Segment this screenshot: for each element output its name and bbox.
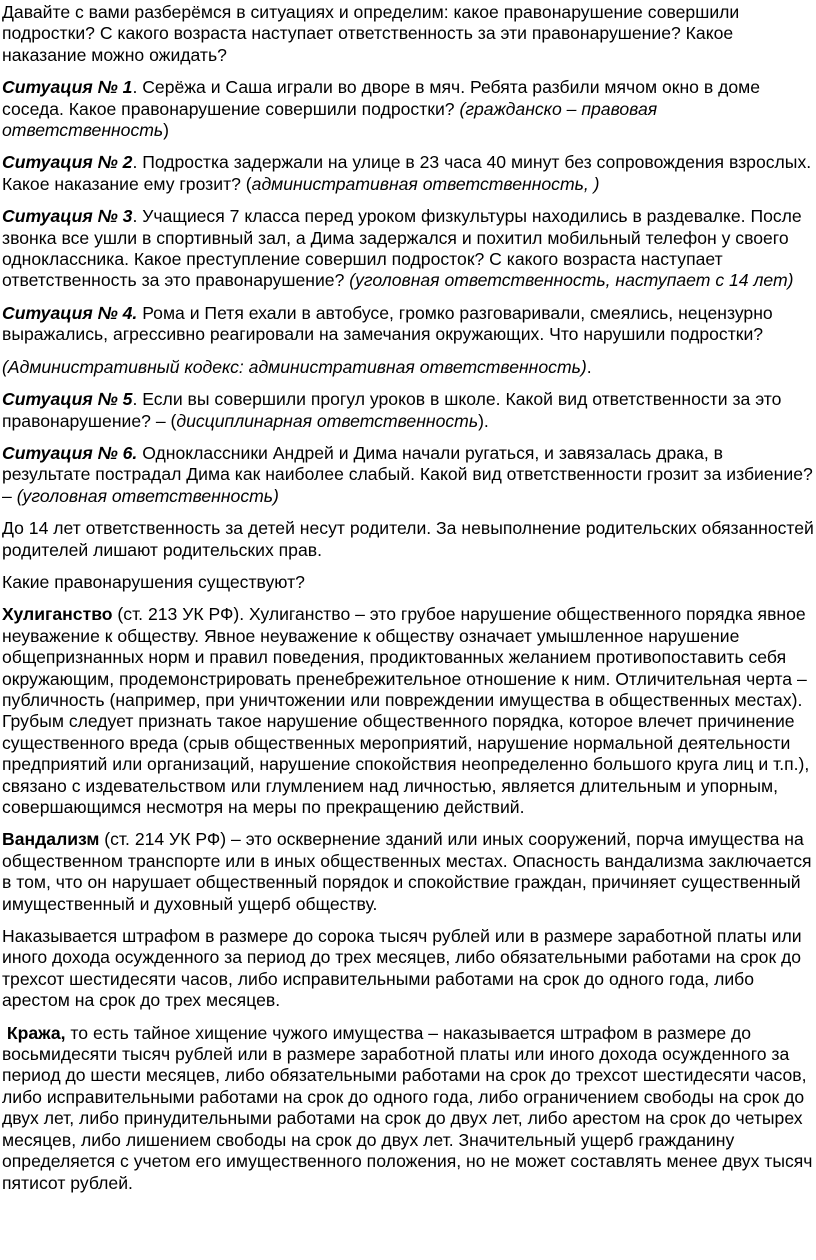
hooliganism-paragraph bbox=[2, 604, 814, 818]
situation-1-label: Ситуация № 1 bbox=[2, 77, 133, 98]
situation-2-label: Ситуация № 2 bbox=[2, 152, 133, 173]
offense-types-text: Какие правонарушения существуют? bbox=[2, 571, 305, 592]
situation-2-answer: административная ответственность, ) bbox=[251, 173, 600, 194]
situation-2 bbox=[2, 152, 814, 195]
situation-1 bbox=[2, 77, 814, 141]
theft-paragraph bbox=[2, 1023, 814, 1194]
theft-text: то есть тайное хищение чужого имущества – наказывается штрафом в размере до восьмидесяти тысяч рублей или в размере заработной платы или иного дохода осужденного за период до шести месяцев, либо обязательными работами на срок до трехсот шестидесяти часов, либо исправительными работами на срок до одного года, либо ограничением свободы на срок до двух лет, либо принудительными работами на срок до двух лет, либо арестом на срок до четырех месяцев, либо лишением свободы на срок до двух лет. Значительный ущерб гражданину определяется с учетом его имущественного положения, но не может составлять менее двух тысяч пятисот рублей. bbox=[2, 1022, 813, 1193]
situation-5-text: . Если вы совершили прогул уроков в школе. Какой вид ответственности за это правонарушение? – ( bbox=[2, 389, 782, 431]
offense-types-heading bbox=[2, 572, 814, 593]
situation-1-close: ) bbox=[163, 120, 170, 141]
situation-5-close: ). bbox=[478, 410, 489, 431]
situation-5-label: Ситуация № 5 bbox=[2, 389, 133, 410]
situation-3-answer: (уголовная ответственность, наступает с 14 лет) bbox=[349, 270, 794, 291]
situation-4-text: Рома и Петя ехали в автобусе, громко разговаривали, смеялись, нецензурно выражались, агрессивно реагировали на замечания окружающих. Что нарушили подростки? bbox=[2, 302, 773, 345]
intro-text: Давайте с вами разберёмся в ситуациях и определим: какое правонарушение совершили подростки? С какого возраста наступает ответственность за эти правонарушение? Какое наказание можно ожидать? bbox=[2, 2, 740, 65]
situation-3-label: Ситуация № 3 bbox=[2, 206, 133, 227]
situation-4-answer: (Административный кодекс: административная ответственность) bbox=[2, 356, 587, 377]
situation-3-text: . Учащиеся 7 класса перед уроком физкультуры находились в раздевалке. После звонка все ушли в спортивный зал, а Дима задержался и похитил мобильный телефон у своего одноклассника. Какое преступление совершил подросток? С какого возраста наступает ответственность за это правонарушение? bbox=[2, 206, 802, 291]
situation-4-end: . bbox=[586, 356, 592, 377]
penalty-text: Наказывается штрафом в размере до сорока тысяч рублей или в размере заработной платы или иного дохода осужденного за период до трех месяцев, либо обязательными работами на срок до трехсот шестидесяти часов, либо исправительными работами на срок до одного года, либо арестом на срок до трех месяцев. bbox=[2, 926, 802, 1011]
intro-paragraph bbox=[2, 2, 814, 66]
vandalism-text: (ст. 214 УК РФ) – это осквернение зданий или иных сооружений, порча имущества на общественном транспорте или в иных общественных местах. Опасность вандализма заключается в том, что он нарушает общественный порядок и спокойствие граждан, причиняет существенный имущественный и духовный ущерб обществу. bbox=[2, 829, 812, 914]
vandalism-paragraph bbox=[2, 829, 814, 915]
situation-1-text: . Серёжа и Саша играли во дворе в мяч. Ребята разбили мячом окно в доме соседа. Какое правонарушение совершили подростки? bbox=[2, 77, 761, 119]
parents-text: До 14 лет ответственность за детей несут родители. За невыполнение родительских обязанностей родителей лишают родительских прав. bbox=[2, 518, 814, 560]
situation-4-label: Ситуация № 4. bbox=[2, 302, 138, 323]
theft-term: Кража, bbox=[6, 1022, 66, 1043]
situation-3 bbox=[2, 206, 814, 292]
situation-6-text: Одноклассники Андрей и Дима начали ругаться, и завязалась драка, в результате пострадал Дима как наиболее слабый. Какой вид ответственности грозит за избиение? – bbox=[2, 442, 813, 506]
situation-2-text: . Подростка задержали на улице в 23 часа 40 минут без сопровождения взрослых. Какое наказание ему грозит? ( bbox=[2, 152, 812, 194]
situation-5 bbox=[2, 389, 814, 432]
situation-1-answer: (гражданско – правовая ответственность bbox=[2, 98, 658, 141]
hooliganism-text: (ст. 213 УК РФ). Хулиганство – это грубое нарушение общественного порядка явное неуважение к обществу. Явное неуважение к обществу означает умышленное нарушение общепризнанных норм и правил поведения, продиктованных желанием противопоставить себя окружающим, продемонстрировать пренебрежительное отношение к ним. Отличительная черта – публичность (например, при уничтожении или повреждении имущества в общественных местах). Грубым следует признать такое нарушение общественного порядка, которое влечет причинение существенного вреда (срыв общественных мероприятий, нарушение нормальной деятельности предприятий или организаций, нарушение спокойствия неопределенно большого круга лиц и т.п.), связано с издевательством или глумлением над личностью, является длительным и упорным, совершающимся несмотря на меры по прекращению действий. bbox=[2, 604, 810, 817]
hooliganism-term: Хулиганство bbox=[2, 604, 113, 625]
situation-4-answer-paragraph bbox=[2, 357, 814, 378]
situation-4 bbox=[2, 303, 814, 346]
situation-5-answer: дисциплинарная ответственность bbox=[176, 410, 479, 431]
parents-paragraph bbox=[2, 518, 814, 561]
situation-6 bbox=[2, 443, 814, 507]
situation-6-label: Ситуация № 6. bbox=[2, 442, 138, 463]
situation-6-answer: (уголовная ответственность) bbox=[16, 485, 279, 506]
vandalism-term: Вандализм bbox=[2, 829, 100, 850]
penalty-paragraph bbox=[2, 926, 814, 1012]
